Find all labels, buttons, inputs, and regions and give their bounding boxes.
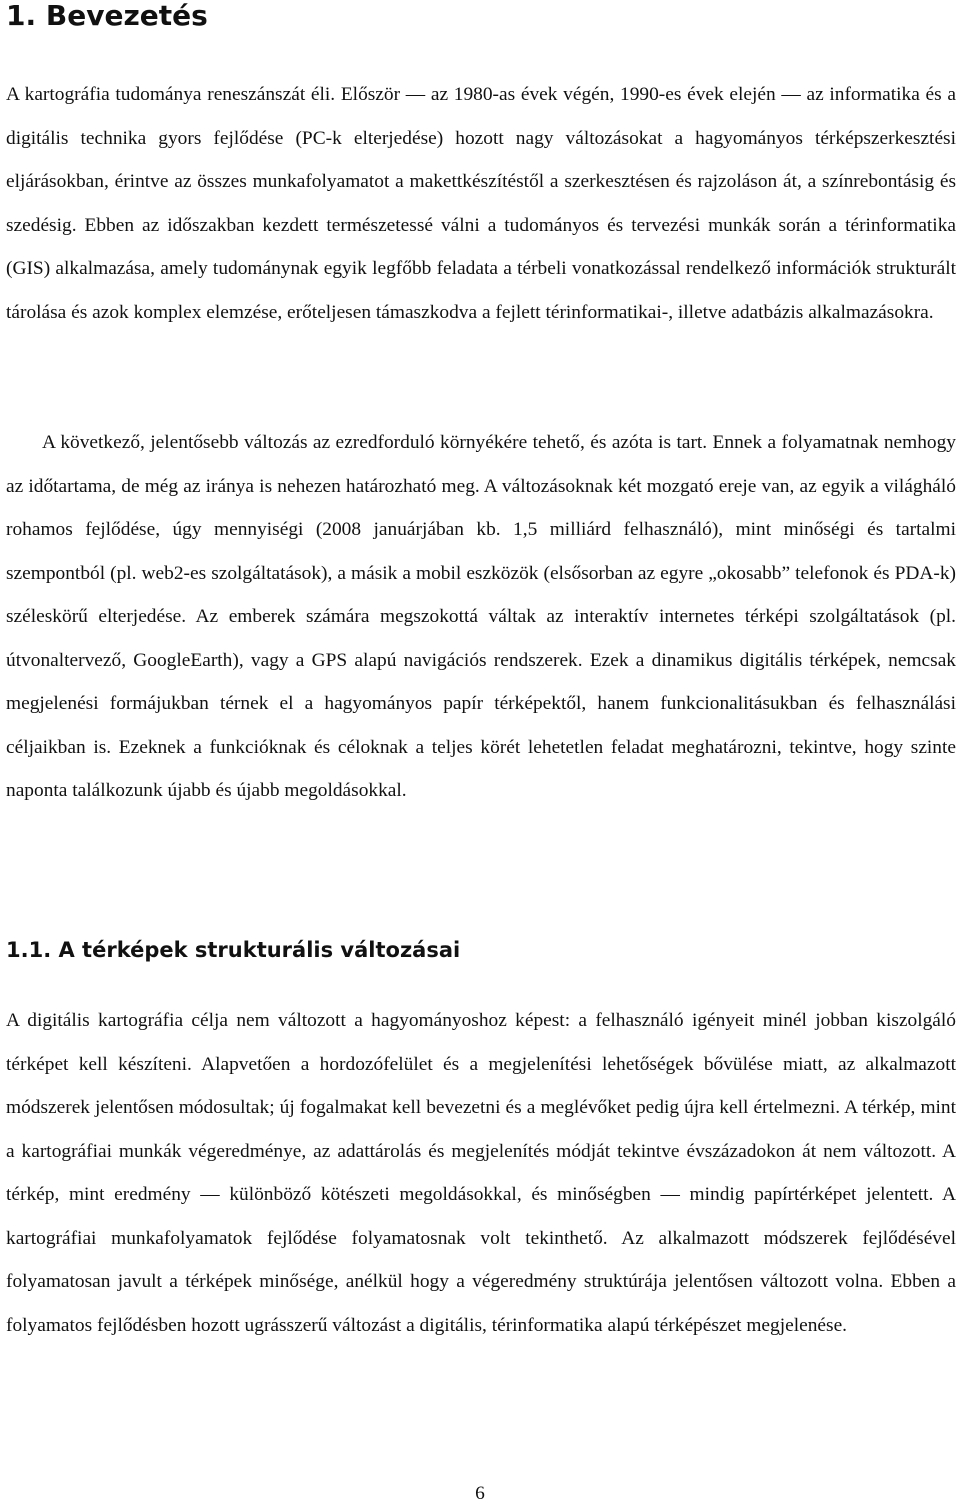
body-paragraph: A kartográfia tudománya reneszánszát éli. Először — az 1980-as évek végén, 1990-es évek elején — az informatika és a digitális technika gyors fejlődése (PC-k elterjedése) hozott nagy változásokat a hagyományos térképszerkesztési eljárásokban, érintve az összes munkafolyamatot a makettkészítéstől a szerkesztésen és rajzoláson át, a színrebontásig és szedésig. Ebben az időszakban kezdett természetessé válni a tudományos és tervezési munkák során a térinformatika (GIS) alkalmazása, amely tudománynak egyik legfőbb feladata a térbeli vonatkozással rendelkező információk strukturált tárolása és azok komplex elemzése, erőteljesen támaszkodva a fejlett térinformatikai-, illetve adatbázis alkalmazásokra. bbox=[6, 84, 956, 323]
page-number: 6 bbox=[475, 1483, 485, 1504]
body-paragraph: A digitális kartográfia célja nem változott a hagyományoshoz képest: a felhasználó igényeit minél jobban kiszolgáló térképet kell készíteni. Alapvetően a hordozófelület és a megjelenítési lehetőségek bővülése miatt, az alkalmazott módszerek jelentősen módosultak; új fogalmakat kell bevezetni és a meglévőket pedig újra kell értelmezni. A térkép, mint a kartográfiai munkák végeredménye, az adattárolás és megjelenítés módját tekintve évszázadokon át nem változott. A térkép, mint eredmény — különböző kötészeti megoldásokkal, és minőségben — mindig papírtérképet jelentett. A kartográfiai munkafolyamatok fejlődése folyamatosnak volt tekinthető. Az alkalmazott módszerek fejlődésével folyamatosan javult a térképek minősége, anélkül hogy a végeredmény struktúrája jelentősen változott volna. Ebben a folyamatos fejlődésben hozott ugrásszerű változást a digitális, térinformatika alapú térképészet megjelenése. bbox=[6, 1010, 956, 1336]
section-heading: 1. Bevezetés bbox=[6, 0, 208, 32]
body-paragraph: A következő, jelentősebb változás az ezredforduló környékére tehető, és azóta is tart. Ennek a folyamatnak nemhogy az időtartama, de még az iránya is nehezen határozható meg. A változásoknak két mozgató ereje van, az egyik a világháló rohamos fejlődése, úgy mennyiségi (2008 januárjában kb. 1,5 milliárd felhasználó), mint minőségi és tartalmi szempontból (pl. web2-es szolgáltatások), a másik a mobil eszközök (elsősorban az egyre „okosabb” telefonok és PDA-k) széleskörű elterjedése. Az emberek számára megszokottá váltak az interaktív internetes térképi szolgáltatások (pl. útvonaltervező, GoogleEarth), vagy a GPS alapú navigációs rendszerek. Ezek a dinamikus digitális térképek, nemcsak megjelenési formájukban térnek el a hagyományos papír térképektől, hanem funkcionalitásukban és felhasználási céljaikban is. Ezeknek a funkcióknak és céloknak a teljes körét lehetetlen feladat meghatározni, tekintve, hogy szinte naponta találkozunk újabb és újabb megoldásokkal. bbox=[6, 432, 956, 801]
subsection-heading: 1.1. A térképek strukturális változásai bbox=[6, 938, 461, 962]
